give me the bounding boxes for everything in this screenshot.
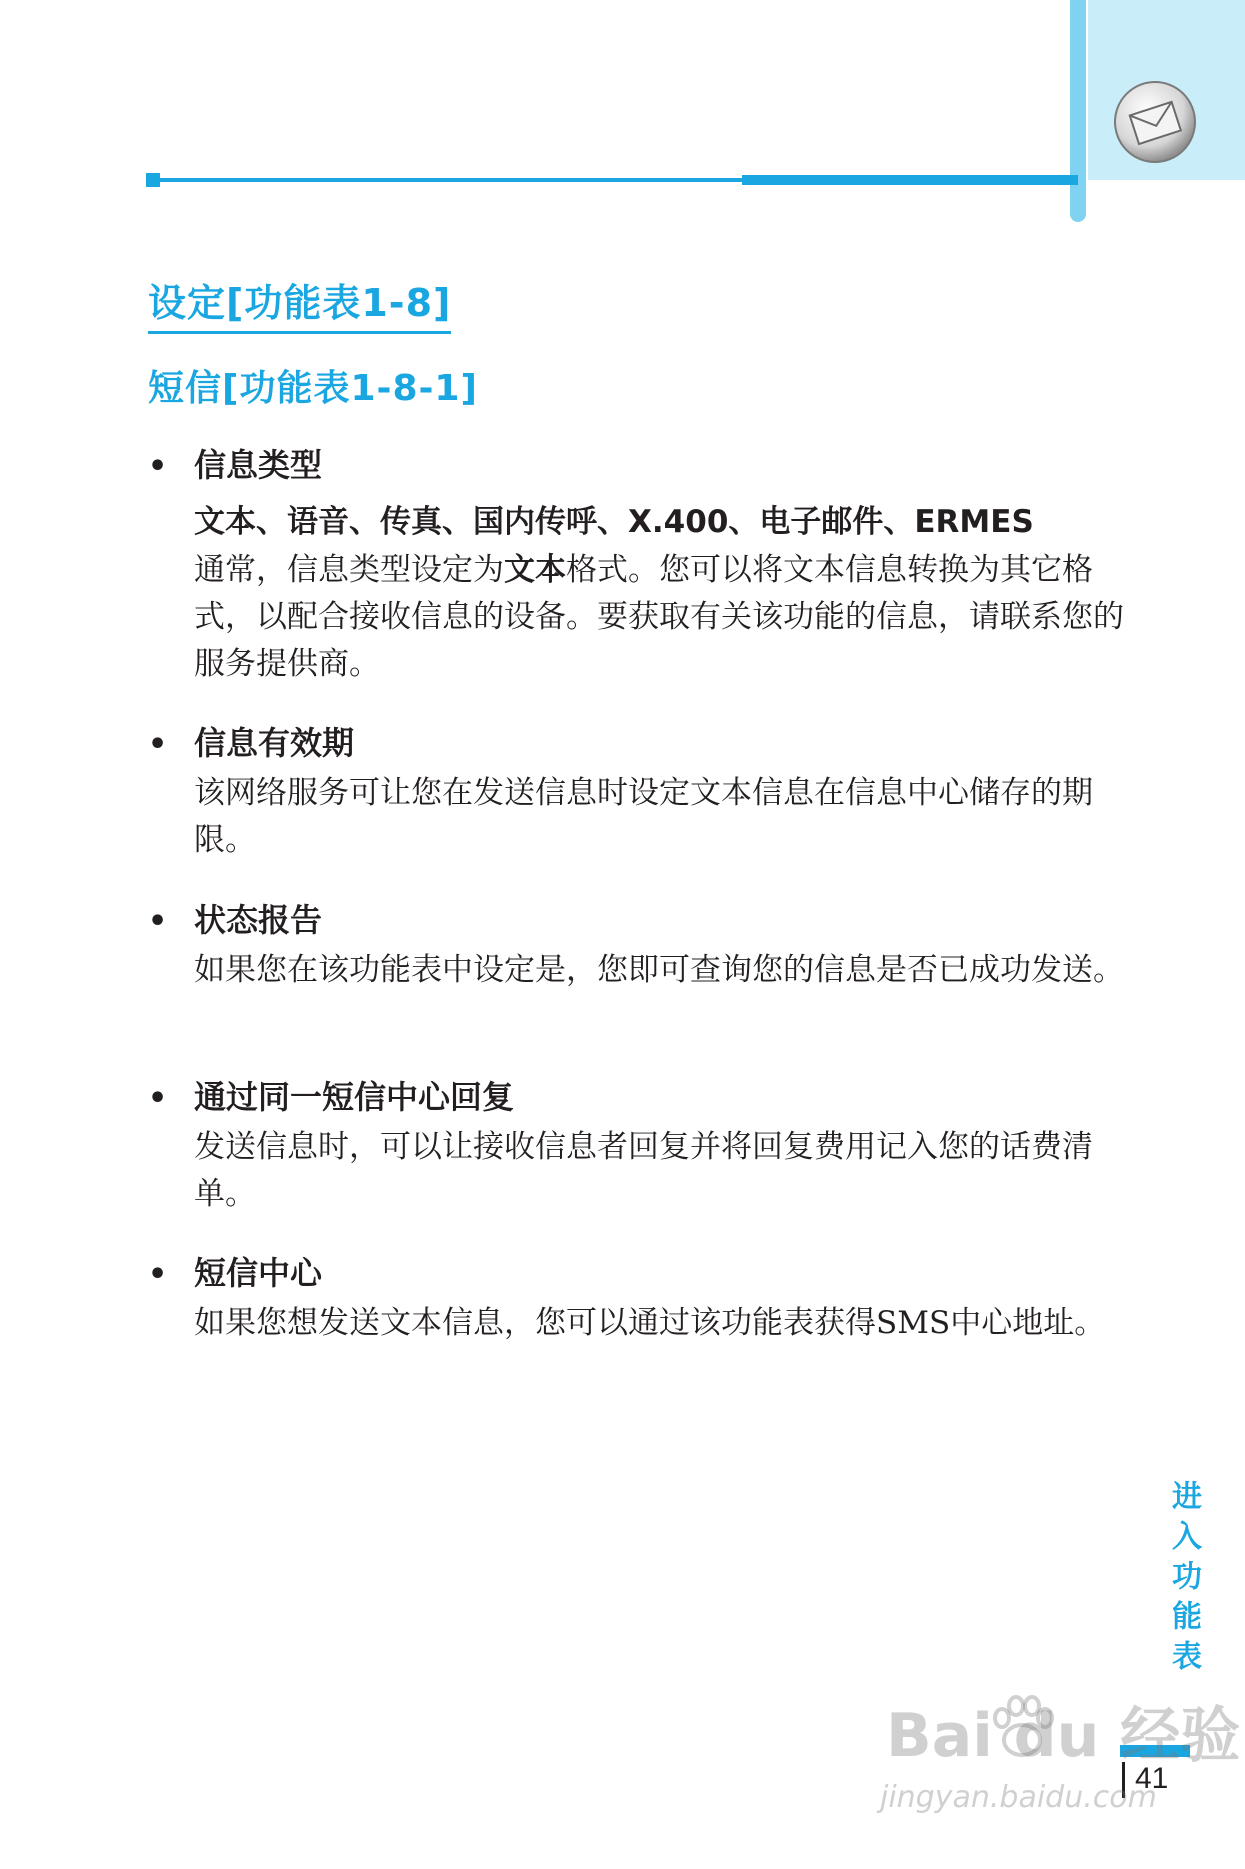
bullet-icon: • — [148, 727, 168, 762]
header-rule-thick — [742, 175, 1078, 185]
header-rule — [148, 178, 744, 182]
header-band-edge — [1070, 0, 1086, 222]
watermark-url: jingyan.baidu.com — [880, 1780, 1157, 1815]
section-heading: 设定[功能表1-8] — [148, 272, 451, 334]
subsection-heading: 短信[功能表1-8-1] — [148, 368, 478, 409]
setting-title: 状态报告 — [194, 901, 323, 939]
bullet-icon: • — [148, 449, 168, 484]
chapter-side-title: 进入功能表 — [1166, 1480, 1201, 1680]
setting-title: 信息类型 — [194, 446, 323, 484]
setting-description: 如果您想发送文本信息，您可以通过该功能表获得SMS中心地址。 — [194, 1305, 1106, 1341]
setting-item — [148, 1248, 1128, 1347]
bullet-icon: • — [148, 1257, 168, 1292]
paw-icon — [982, 1688, 1062, 1768]
watermark-logo: Bai du 经验 — [886, 1701, 1241, 1771]
bullet-icon: • — [148, 1081, 168, 1116]
setting-item — [148, 1072, 1128, 1218]
setting-title: 通过同一短信中心回复 — [194, 1078, 515, 1116]
setting-item — [148, 895, 1128, 994]
setting-description: 该网络服务可让您在发送信息时设定文本信息在信息中心储存的期限。 — [194, 775, 1093, 858]
envelope-icon — [1113, 80, 1197, 164]
setting-item — [148, 440, 1128, 688]
setting-title: 信息有效期 — [194, 724, 355, 762]
page-number: 41 — [1135, 1762, 1169, 1795]
setting-description: 如果您在该功能表中设定是，您即可查询您的信息是否已成功发送。 — [194, 952, 1124, 988]
setting-title: 短信中心 — [194, 1254, 323, 1292]
setting-options: 文本、语音、传真、国内传呼、X.400、电子邮件、ERMES — [194, 504, 1034, 540]
setting-description: 通常，信息类型设定为文本格式。您可以将文本信息转换为其它格式，以配合接收信息的设备。要获取有关该功能的信息，请联系您的服务提供商。 — [194, 552, 1124, 682]
bullet-icon: • — [148, 904, 168, 939]
setting-description: 发送信息时，可以让接收信息者回复并将回复费用记入您的话费清单。 — [194, 1129, 1093, 1212]
setting-item — [148, 718, 1128, 864]
